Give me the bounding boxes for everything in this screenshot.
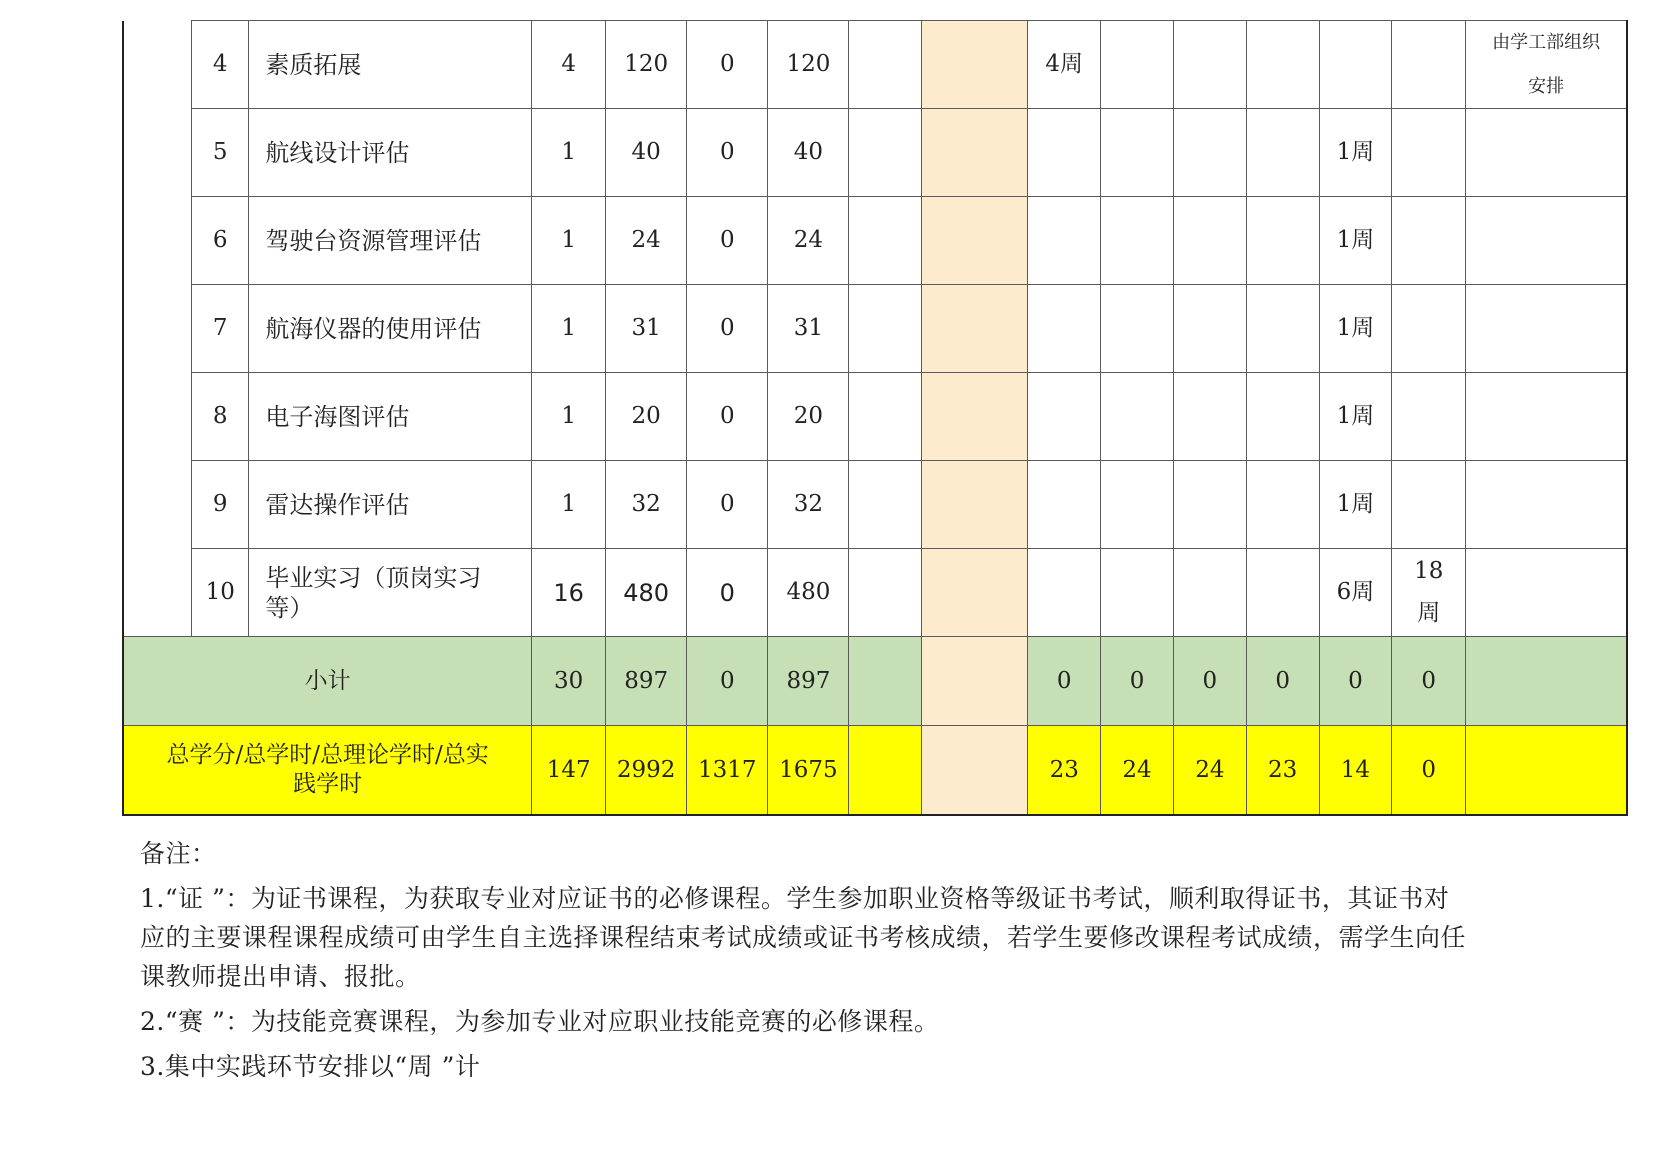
semester-1-cell: 23 [1028, 726, 1101, 816]
weeks-line: 18 [1414, 558, 1444, 585]
highlight-cell [922, 21, 1028, 109]
highlight-cell [922, 549, 1028, 637]
remark-line: 由学工部组织 [1492, 32, 1601, 54]
semester-4-cell [1246, 461, 1319, 549]
theory-hours-cell: 1317 [687, 726, 768, 816]
semester-6-cell [1392, 109, 1466, 197]
remark-line: 安排 [1528, 75, 1565, 97]
practice-hours-cell: 20 [768, 373, 849, 461]
notes-heading: 备注： [140, 839, 217, 868]
table-row [123, 109, 1627, 197]
practice-hours-cell: 897 [768, 637, 849, 726]
semester-3-cell: 0 [1173, 637, 1246, 726]
remark-cell [1466, 461, 1627, 549]
semester-4-cell [1246, 109, 1319, 197]
total-label [123, 726, 532, 816]
highlight-cell [922, 637, 1028, 726]
empty-cell [849, 21, 922, 109]
remark-cell [1466, 726, 1627, 816]
semester-6-cell [1392, 197, 1466, 285]
highlight-cell [922, 373, 1028, 461]
course-name: 电子海图评估 [249, 373, 532, 461]
semester-3-cell [1173, 549, 1246, 637]
subtotal-label: 小计 [123, 637, 532, 726]
credits-cell: 30 [532, 637, 606, 726]
theory-hours-cell: 0 [687, 373, 768, 461]
semester-6-cell [1392, 373, 1466, 461]
semester-5-cell: 1周 [1319, 285, 1392, 373]
hours-cell: 31 [606, 285, 687, 373]
table-row [123, 461, 1627, 549]
remark-cell [1466, 285, 1627, 373]
semester-2-cell [1101, 549, 1174, 637]
semester-3-cell [1173, 109, 1246, 197]
practice-hours-cell: 31 [768, 285, 849, 373]
credits-cell: 1 [532, 197, 606, 285]
theory-hours-cell: 0 [687, 197, 768, 285]
semester-3-cell [1173, 373, 1246, 461]
table-row [123, 197, 1627, 285]
hours-cell: 32 [606, 461, 687, 549]
semester-1-cell: 0 [1028, 637, 1101, 726]
semester-2-cell [1101, 21, 1174, 109]
semester-3-cell [1173, 21, 1246, 109]
remark-cell [1466, 109, 1627, 197]
course-name: 素质拓展 [249, 21, 532, 109]
total-label-line: 总学分/总学时/总理论学时/总实 [166, 742, 489, 769]
semester-6-cell [1392, 461, 1466, 549]
credits-cell: 1 [532, 109, 606, 197]
semester-5-cell: 1周 [1319, 461, 1392, 549]
course-name: 航线设计评估 [249, 109, 532, 197]
semester-4-cell [1246, 285, 1319, 373]
credits-cell: 16 [532, 549, 606, 637]
semester-6-cell [1392, 21, 1466, 109]
semester-2-cell: 0 [1101, 637, 1174, 726]
semester-4-cell: 23 [1246, 726, 1319, 816]
semester-1-cell [1028, 373, 1101, 461]
semester-3-cell: 24 [1173, 726, 1246, 816]
course-name-line: 毕业实习（顶岗实习 [265, 563, 482, 592]
semester-4-cell: 0 [1246, 637, 1319, 726]
semester-2-cell [1101, 285, 1174, 373]
empty-cell [849, 109, 922, 197]
hours-cell: 20 [606, 373, 687, 461]
weeks-line: 周 [1417, 599, 1441, 626]
row-number: 5 [192, 109, 249, 197]
note-item-1-line-3: 课教师提出申请、报批。 [140, 962, 421, 991]
semester-2-cell [1101, 373, 1174, 461]
semester-4-cell [1246, 197, 1319, 285]
semester-5-cell: 6周 [1319, 549, 1392, 637]
semester-3-cell [1173, 285, 1246, 373]
row-number: 10 [192, 549, 249, 637]
practice-hours-cell: 120 [768, 21, 849, 109]
semester-1-cell [1028, 197, 1101, 285]
semester-2-cell [1101, 197, 1174, 285]
notes-section [140, 834, 1620, 1086]
course-plan-table [122, 20, 1628, 816]
empty-cell [849, 461, 922, 549]
course-name-line: 等） [265, 593, 314, 622]
note-item-1-line-2: 应的主要课程课程成绩可由学生自主选择课程结束考试成绩或证书考核成绩，若学生要修改课程考试成绩，需学生向任 [140, 923, 1467, 952]
empty-cell [849, 726, 922, 816]
practice-hours-cell: 1675 [768, 726, 849, 816]
table-row [123, 373, 1627, 461]
practice-hours-cell: 480 [768, 549, 849, 637]
total-row [123, 726, 1627, 816]
semester-5-cell: 14 [1319, 726, 1392, 816]
credits-cell: 147 [532, 726, 606, 816]
row-number: 4 [192, 21, 249, 109]
highlight-cell [922, 109, 1028, 197]
semester-5-cell [1319, 21, 1392, 109]
course-name: 雷达操作评估 [249, 461, 532, 549]
empty-cell [849, 285, 922, 373]
semester-5-cell: 1周 [1319, 197, 1392, 285]
theory-hours-cell: 0 [687, 285, 768, 373]
hours-cell: 480 [606, 549, 687, 637]
empty-cell [849, 637, 922, 726]
hours-cell: 120 [606, 21, 687, 109]
practice-hours-cell: 24 [768, 197, 849, 285]
credits-cell: 4 [532, 21, 606, 109]
semester-2-cell [1101, 109, 1174, 197]
semester-6-cell: 0 [1392, 726, 1466, 816]
row-number: 6 [192, 197, 249, 285]
hours-cell: 24 [606, 197, 687, 285]
credits-cell: 1 [532, 285, 606, 373]
empty-cell [849, 197, 922, 285]
row-number: 8 [192, 373, 249, 461]
semester-1-cell: 4周 [1028, 21, 1101, 109]
row-number: 9 [192, 461, 249, 549]
remark-cell [1466, 549, 1627, 637]
table-row [123, 21, 1627, 109]
semester-5-cell: 0 [1319, 637, 1392, 726]
note-item-1-line-1: 1.“证 ”：为证书课程，为获取专业对应证书的必修课程。学生参加职业资格等级证书考试，顺利取得证书，其证书对 [140, 884, 1450, 913]
theory-hours-cell: 0 [687, 461, 768, 549]
category-cell [123, 21, 192, 637]
remark-cell [1466, 197, 1627, 285]
semester-1-cell [1028, 461, 1101, 549]
theory-hours-cell: 0 [687, 549, 768, 637]
practice-hours-cell: 32 [768, 461, 849, 549]
note-item-2: 2.“赛 ”：为技能竞赛课程，为参加专业对应职业技能竞赛的必修课程。 [140, 1007, 940, 1036]
course-name: 航海仪器的使用评估 [249, 285, 532, 373]
theory-hours-cell: 0 [687, 21, 768, 109]
semester-1-cell [1028, 549, 1101, 637]
semester-4-cell [1246, 549, 1319, 637]
remark-cell [1466, 21, 1627, 109]
semester-6-cell [1392, 285, 1466, 373]
theory-hours-cell: 0 [687, 637, 768, 726]
note-item-3: 3.集中实践环节安排以“周 ”计 [140, 1052, 481, 1081]
semester-2-cell [1101, 461, 1174, 549]
highlight-cell [922, 726, 1028, 816]
hours-cell: 897 [606, 637, 687, 726]
semester-3-cell [1173, 461, 1246, 549]
row-number: 7 [192, 285, 249, 373]
table-row [123, 549, 1627, 637]
semester-3-cell [1173, 197, 1246, 285]
total-label-line: 践学时 [293, 771, 363, 797]
semester-6-cell: 0 [1392, 637, 1466, 726]
course-name: 驾驶台资源管理评估 [249, 197, 532, 285]
semester-5-cell: 1周 [1319, 373, 1392, 461]
credits-cell: 1 [532, 373, 606, 461]
hours-cell: 40 [606, 109, 687, 197]
practice-hours-cell: 40 [768, 109, 849, 197]
remark-cell [1466, 373, 1627, 461]
empty-cell [849, 373, 922, 461]
remark-cell [1466, 637, 1627, 726]
course-name [249, 549, 532, 637]
semester-1-cell [1028, 109, 1101, 197]
semester-1-cell [1028, 285, 1101, 373]
semester-4-cell [1246, 373, 1319, 461]
theory-hours-cell: 0 [687, 109, 768, 197]
empty-cell [849, 549, 922, 637]
credits-cell: 1 [532, 461, 606, 549]
subtotal-row [123, 637, 1627, 726]
table-row [123, 285, 1627, 373]
highlight-cell [922, 197, 1028, 285]
semester-2-cell: 24 [1101, 726, 1174, 816]
semester-6-cell [1392, 549, 1466, 637]
semester-5-cell: 1周 [1319, 109, 1392, 197]
semester-4-cell [1246, 21, 1319, 109]
highlight-cell [922, 285, 1028, 373]
hours-cell: 2992 [606, 726, 687, 816]
highlight-cell [922, 461, 1028, 549]
